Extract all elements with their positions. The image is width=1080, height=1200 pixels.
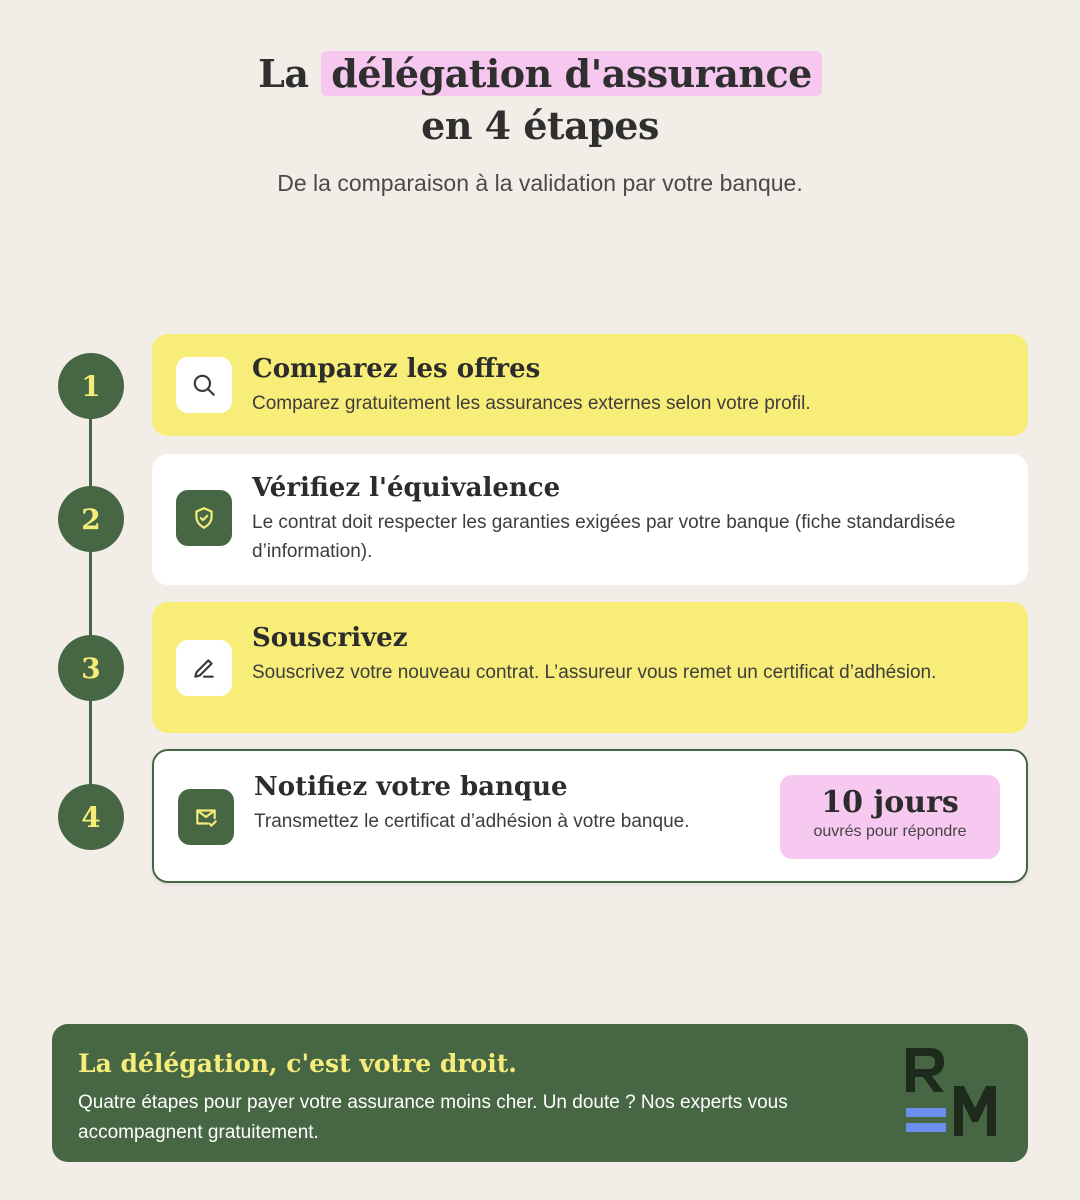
pen-icon-box [176,640,232,696]
step-card-subscribe [152,602,1028,733]
step-title: Souscrivez [252,623,408,653]
step-title: Vérifiez l'équivalence [252,473,561,503]
badge-value: 10 jours [821,785,959,820]
title-line-2: en 4 étapes [421,103,659,148]
shield-check-icon [191,505,217,531]
footer-text: Quatre étapes pour payer votre assurance moins cher. Un doute ? Nos experts vous accompagnent gratuitement. [78,1092,788,1143]
step-title: Notifiez votre banque [254,772,568,802]
mail-check-icon [193,804,219,830]
brand-logo [904,1046,1000,1140]
shield-icon-box [176,490,232,546]
step-number-4: 4 [58,784,124,850]
subtitle: De la comparaison à la validation par votre banque. [277,170,803,196]
search-icon [191,372,217,398]
title-prefix: La [258,51,309,96]
step-number-1: 1 [58,353,124,419]
step-card-notify [152,749,1028,883]
step-number-2: 2 [58,486,124,552]
badge-label: ouvrés pour répondre [813,823,967,840]
title-highlight: délégation d'assurance [321,51,822,96]
step-description: Le contrat doit respecter les garanties exigées par votre banque (fiche standardisée d’information). [252,512,956,562]
timeline-line [89,385,92,815]
step-description: Souscrivez votre nouveau contrat. L’assureur vous remet un certificat d’adhésion. [252,662,937,683]
search-icon-box [176,357,232,413]
step-description: Transmettez le certificat d’adhésion à votre banque. [254,811,690,832]
page-title [0,48,1080,152]
footer-banner [52,1024,1028,1162]
step-card-compare [152,334,1028,436]
footer-title: La délégation, c'est votre droit. [78,1049,517,1078]
pen-icon [191,655,217,681]
step-card-verify [152,454,1028,585]
deadline-badge [780,775,1000,859]
header [0,48,1080,197]
step-description: Comparez gratuitement les assurances externes selon votre profil. [252,393,811,414]
step-title: Comparez les offres [252,354,541,384]
step-number-3: 3 [58,635,124,701]
mail-icon-box [178,789,234,845]
